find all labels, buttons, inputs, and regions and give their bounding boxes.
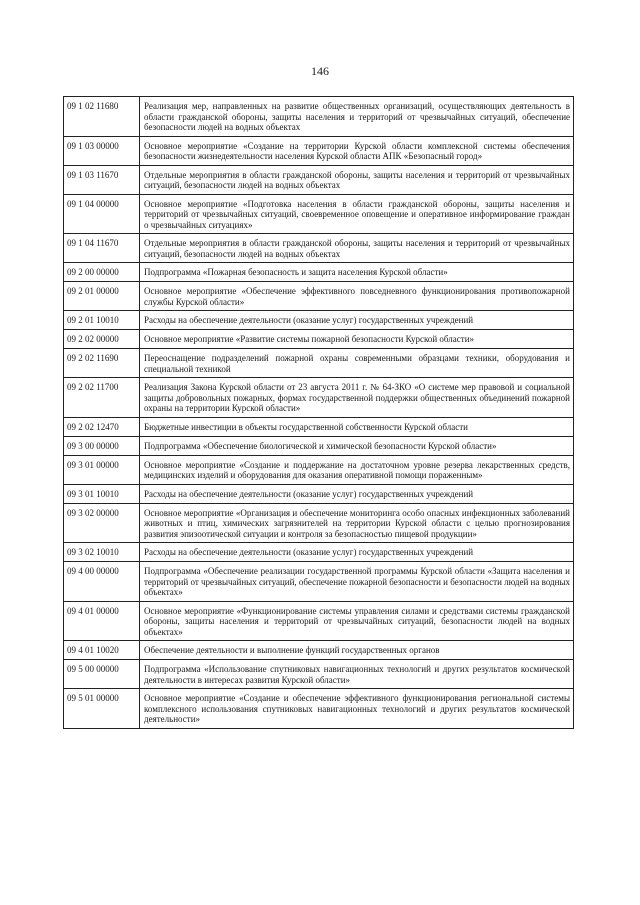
table-row bbox=[64, 282, 573, 311]
expense-code-cell: 09 2 00 00000 bbox=[64, 263, 140, 281]
expense-name-cell: Расходы на обеспечение деятельности (оказание услуг) государственных учреждений bbox=[144, 547, 474, 557]
budget-classification-table bbox=[63, 96, 574, 729]
expense-name-cell: Основное мероприятие «Подготовка населения в области гражданской обороны, защиты населения и территорий от чрезвычайных ситуаций, своевременное оповещение и оперативное информирование граждан о чрезвычайных ситуациях» bbox=[144, 198, 570, 230]
expense-name-cell: Переоснащение подразделений пожарной охраны современными образцами техники, оборудования и специальной техникой bbox=[144, 353, 570, 374]
table-row bbox=[64, 485, 573, 504]
table-row bbox=[64, 437, 573, 456]
table-row bbox=[64, 195, 573, 235]
expense-code-cell: 09 4 00 00000 bbox=[64, 562, 140, 601]
table-row bbox=[64, 97, 573, 137]
expense-code-cell: 09 4 01 00000 bbox=[64, 602, 140, 641]
expense-code-cell: 09 1 02 11680 bbox=[64, 97, 140, 136]
expense-code-cell: 09 1 03 11670 bbox=[64, 166, 140, 194]
expense-name-cell: Основное мероприятие «Создание и поддержание на достаточном уровне резерва лекарственных средств, медицинских изделий и оборудования для оказания оперативной помощи пораженным» bbox=[144, 459, 570, 480]
table-row bbox=[64, 330, 573, 349]
expense-code-cell: 09 2 01 10010 bbox=[64, 311, 140, 329]
table-row bbox=[64, 689, 573, 728]
expense-name-cell: Основное мероприятие «Функционирование системы управления силами и средствами системы гражданской обороны, защиты населения и территорий от чрезвычайных ситуаций, безопасности людей на водных объектах» bbox=[144, 605, 570, 637]
page-number: 146 bbox=[311, 64, 329, 78]
expense-code-cell: 09 1 04 11670 bbox=[64, 234, 140, 262]
expense-name-cell: Реализация Закона Курской области от 23 августа 2011 г. № 64-ЗКО «О системе мер правовой и социальной защиты добровольных пожарных, формах государственной поддержки общественных объединений пожарной охраны на территории Курской области» bbox=[144, 382, 570, 413]
table-row bbox=[64, 378, 573, 418]
expense-name-cell: Реализация мер, направленных на развитие общественных организаций, осуществляющих деятельность в области гражданской обороны, защиты населения и территорий от чрезвычайных ситуаций, обеспечение безопасности людей на водных объектах bbox=[144, 101, 570, 132]
expense-code-cell: 09 3 02 10010 bbox=[64, 543, 140, 561]
expense-name-cell: Расходы на обеспечение деятельности (оказание услуг) государственных учреждений bbox=[144, 315, 474, 325]
expense-name-cell: Расходы на обеспечение деятельности (оказание услуг) государственных учреждений bbox=[144, 488, 474, 499]
table-row bbox=[64, 562, 573, 602]
expense-code-cell: 09 5 01 00000 bbox=[64, 689, 140, 728]
expense-code-cell: 09 2 02 11700 bbox=[64, 378, 140, 417]
expense-code-cell: 09 1 04 00000 bbox=[64, 195, 140, 234]
expense-name-cell: Основное мероприятие «Создание на территории Курской области комплексной системы обеспечения безопасности жизнедеятельности населения Курской области АПК «Безопасный город» bbox=[144, 140, 570, 161]
expense-code-cell: 09 3 02 00000 bbox=[64, 504, 140, 543]
expense-code-cell: 09 2 02 00000 bbox=[64, 330, 140, 348]
expense-name-cell: Основное мероприятие «Создание и обеспечение эффективного функционирования региональной системы комплексного использования спутниковых навигационных технологий и других результатов космической деятельности» bbox=[144, 693, 570, 724]
expense-code-cell: 09 3 01 00000 bbox=[64, 456, 140, 484]
expense-code-cell: 09 5 00 00000 bbox=[64, 660, 140, 688]
table-row bbox=[64, 311, 573, 330]
table-row bbox=[64, 137, 573, 166]
expense-name-cell: Бюджетные инвестиции в объекты государственной собственности Курской области bbox=[144, 421, 468, 432]
expense-code-cell: 09 2 01 00000 bbox=[64, 282, 140, 310]
expense-name-cell: Основное мероприятие «Обеспечение эффективного повседневного функционирования противопожарной службы Курской области» bbox=[144, 286, 570, 307]
table-row bbox=[64, 166, 573, 195]
expense-name-cell: Обеспечение деятельности и выполнение функций государственных органов bbox=[144, 645, 440, 655]
table-row bbox=[64, 543, 573, 562]
expense-name-cell: Подпрограмма «Обеспечение реализации государственной программы Курской области «Защита населения и территорий от чрезвычайных ситуаций, обеспечение пожарной безопасности и безопасности людей на водных объектах» bbox=[144, 566, 570, 597]
expense-code-cell: 09 2 02 12470 bbox=[64, 418, 140, 436]
table-row bbox=[64, 349, 573, 378]
expense-name-cell: Отдельные мероприятия в области гражданской обороны, защиты населения и территорий от чрезвычайных ситуаций, безопасности людей на водных объектах bbox=[144, 169, 570, 190]
expense-name-cell: Подпрограмма «Пожарная безопасность и защита населения Курской области» bbox=[144, 267, 448, 277]
table-row bbox=[64, 234, 573, 263]
table-row bbox=[64, 602, 573, 642]
expense-code-cell: 09 2 02 11690 bbox=[64, 349, 140, 377]
expense-name-cell: Подпрограмма «Использование спутниковых навигационных технологий и других результатов космической деятельности в интересах развития Курской области» bbox=[144, 664, 570, 685]
table-row bbox=[64, 641, 573, 660]
expense-name-cell: Подпрограмма «Обеспечение биологической и химической безопасности Курской области» bbox=[144, 440, 497, 451]
table-row bbox=[64, 660, 573, 689]
table-row bbox=[64, 504, 573, 544]
expense-code-cell: 09 3 01 10010 bbox=[64, 485, 140, 503]
expense-code-cell: 09 4 01 10020 bbox=[64, 641, 140, 659]
expense-name-cell: Основное мероприятие «Развитие системы пожарной безопасности Курской области» bbox=[144, 334, 475, 344]
table-row bbox=[64, 418, 573, 437]
expense-name-cell: Основное мероприятие «Организация и обеспечение мониторинга особо опасных инфекционных заболеваний животных и птиц, химических загрязнителей на территории Курской области с целью прогнозирования развития эпизоотической ситуации и контроля за безопасностью пищевой продукции» bbox=[144, 507, 570, 539]
expense-name-cell: Отдельные мероприятия в области гражданской обороны, защиты населения и территорий от чрезвычайных ситуаций, безопасности людей на водных объектах bbox=[144, 238, 570, 259]
expense-code-cell: 09 1 03 00000 bbox=[64, 137, 140, 165]
table-row bbox=[64, 456, 573, 485]
expense-code-cell: 09 3 00 00000 bbox=[64, 437, 140, 455]
table-row bbox=[64, 263, 573, 282]
